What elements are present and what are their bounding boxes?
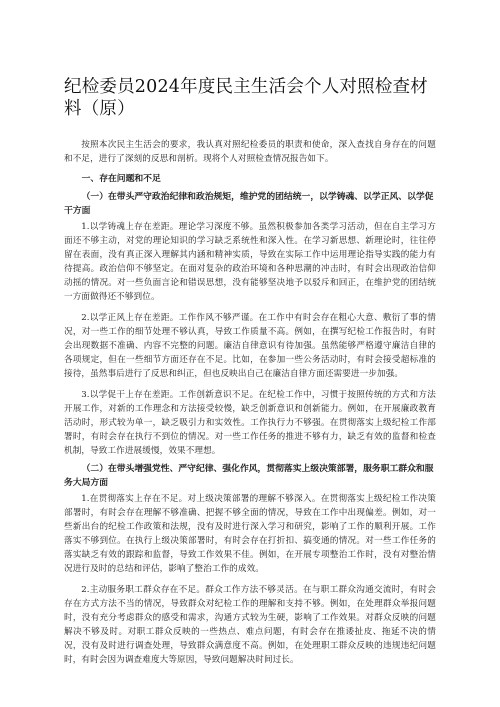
intro-paragraph: 按照本次民主生活会的要求，我认真对照纪检委员的职责和使命，深入查找自身存在的问题和不足，进行了深刻的反思和剖析。现将个人对照检查情况报告如下。 [64, 140, 436, 164]
document-title: 纪检委员2024年度民主生活会个人对照检查材料（原） [64, 77, 428, 119]
paragraph-2-2: 2.主动服务职工群众存在不足。群众工作方法不够灵活。在与职工群众沟通交流时，有时会存在方式方法不当的情况，导致群众对纪检工作的理解和支持不够。例如，在处理群众举报问题时，没有充分考虑群众的感受和需求，沟通方式较为生硬，影响了工作效果。对群众反映的问题解决不够及时。对职工群众反映的一些热点、难点问题，有时会存在推诿扯皮、拖延不决的情况，没有及时进行调查处理，导致群众满意度不高。例如，在处理职工群众反映的违规违纪问题时，有时会因为调查难度大等原因，导致问题解决时间过长。 [64, 585, 436, 665]
paragraph-1-3: 3.以学促干上存在差距。工作创新意识不足。在纪检工作中，习惯于按照传统的方式和方法开展工作，对新的工作理念和方法接受较慢，缺乏创新意识和创新能力。例如，在开展廉政教育活动时，形式较为单一，缺乏吸引力和实效性。工作执行力不够强。在贯彻落实上级纪检工作部署时，有时会存在执行不到位的情况。对一些工作任务的推进不够有力，缺乏有效的监督和检查机制，导致工作进展缓慢，效果不理想。 [64, 390, 436, 456]
subsection-heading-2: （二）在带头增强党性、严守纪律、强化作风，贯彻落实上级决策部署，服务职工群众和服务大局方面 [64, 464, 434, 488]
paragraph-1-2: 2.以学正风上存在差距。工作作风不够严谨。在工作中有时会存在粗心大意、敷衍了事的情况，对一些工作的细节处理不够认真，导致工作质量不高。例如，在撰写纪检工作报告时，有时会出现数据不准确、内容不完整的问题。廉洁自律意识有待加强。虽然能够严格遵守廉洁自律的各项规定，但在一些细节方面还存在不足。比如，在参加一些公务活动时，有时会接受超标准的接待，虽然事后进行了反思和纠正，但也反映出自己在廉洁自律方面还需要进一步加强。 [64, 313, 436, 379]
subsection-heading-1: （一）在带头严守政治纪律和政治规矩，维护党的团结统一，以学铸魂、以学正风、以学促干方面 [64, 192, 434, 216]
paragraph-1-1: 1.以学铸魂上存在差距。理论学习深度不够。虽然积极参加各类学习活动，但在自主学习方面还不够主动，对党的理论知识的学习缺乏系统性和深入性。在学习新思想、新理论时，往往停留在表面，没有真正深入理解其内涵和精神实质，导致在实际工作中运用理论指导实践的能力有待提高。政治信仰不够坚定。在面对复杂的政治环境和各种思潮的冲击时，有时会出现政治信仰动摇的情况。对一些负面言论和错误思想，没有能够坚决地予以驳斥和回正，在维护党的团结统一方面做得还不够到位。 [64, 222, 436, 302]
paragraph-2-1: 1.在贯彻落实上存在不足。对上级决策部署的理解不够深入。在贯彻落实上级纪检工作决策部署时，有时会存在理解不够准确、把握不够全面的情况，导致在工作中出现偏差。例如，对一些新出台的纪检工作政策和法规，没有及时进行深入学习和研究，影响了工作的顺利开展。工作落实不够到位。在执行上级决策部署时，有时会存在打折扣、搞变通的情况。对一些工作任务的落实缺乏有效的跟踪和监督，导致工作效果不佳。例如，在开展专项整治工作时，没有对整治情况进行及时的总结和评估，影响了整治工作的成效。 [64, 494, 436, 574]
section-heading-problems: 一、存在问题和不足 [81, 174, 161, 184]
